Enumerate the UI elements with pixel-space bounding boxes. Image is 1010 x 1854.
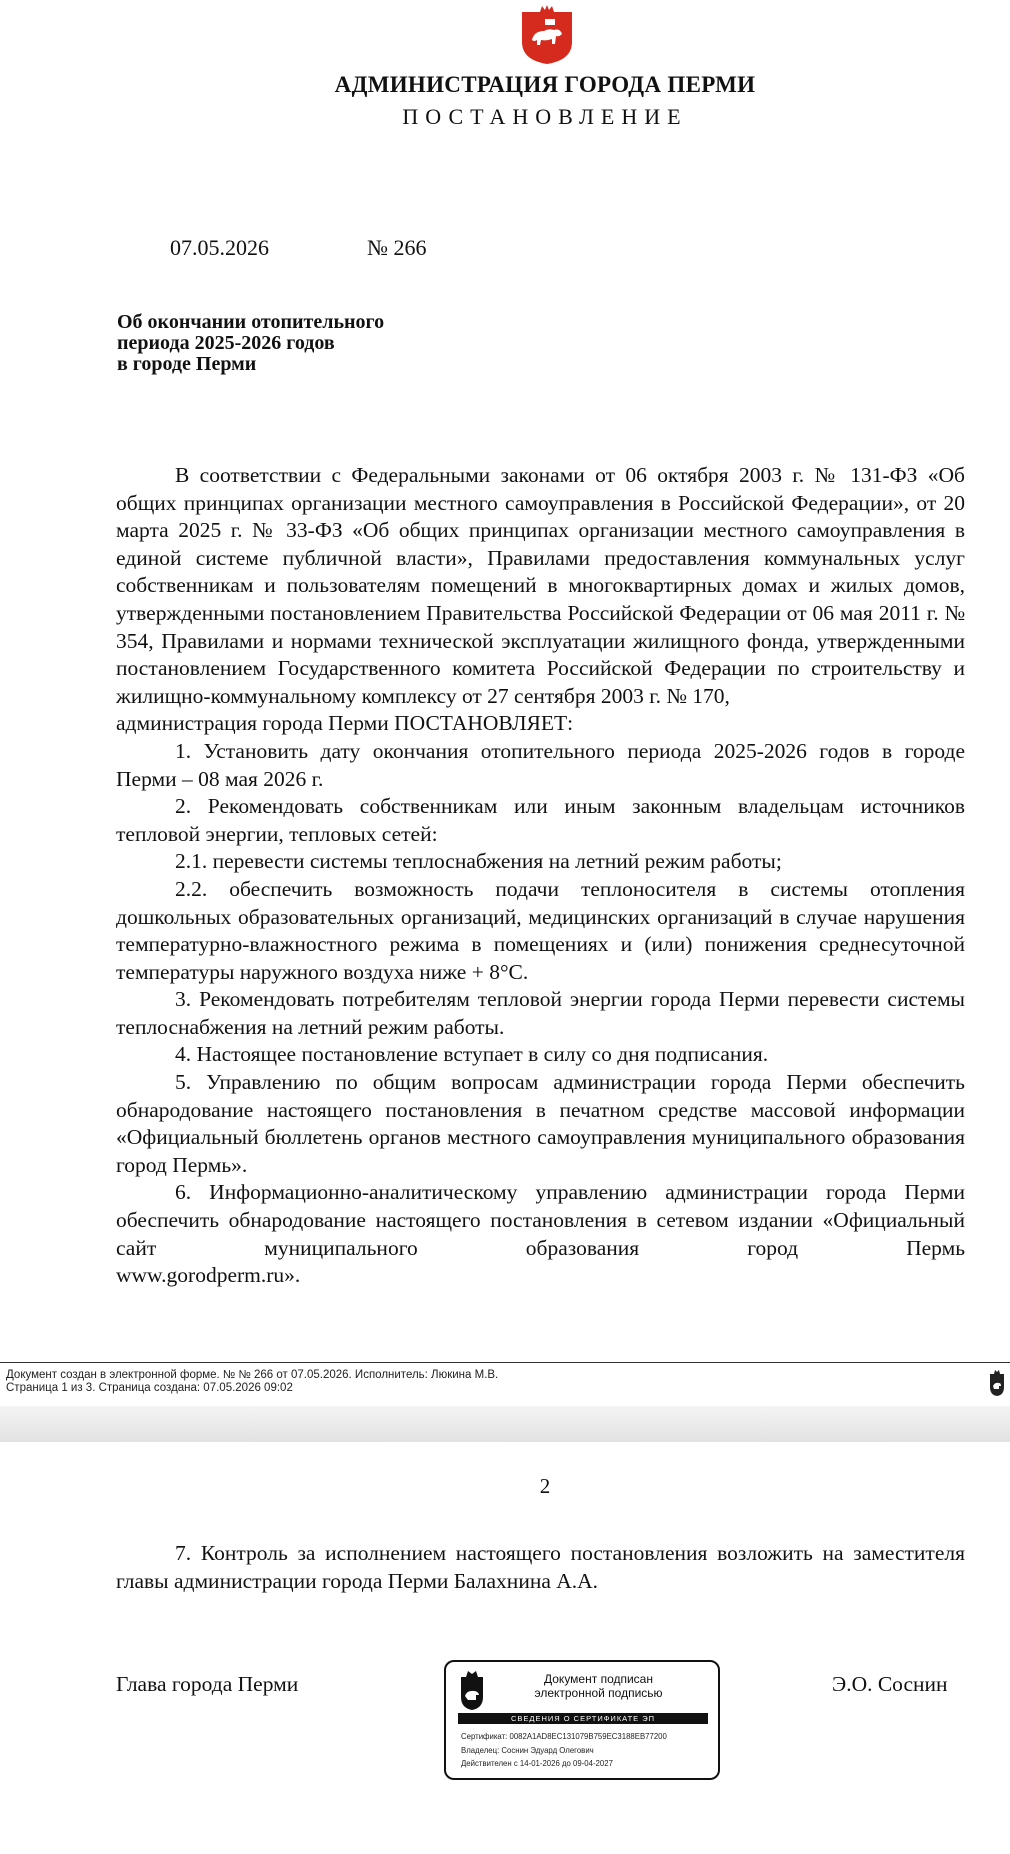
signatory-position: Глава города Перми	[116, 1672, 299, 1696]
stamp-certificate: Сертификат: 0082A1AD8EC131079B759EC3188EB77200	[461, 1732, 667, 1741]
item-4: 4. Настоящее постановление вступает в силу со дня подписания.	[175, 1042, 769, 1067]
stamp-validity: Действителен с 14-01-2026 до 09-04-2027	[461, 1759, 613, 1768]
footer-divider	[0, 1362, 1010, 1363]
page-2-body	[116, 1540, 965, 1595]
item-1: 1. Установить дату окончания отопительного периода 2025-2026 годов в городе Перми – 08 мая 2026 г.	[116, 738, 965, 791]
page-number: 2	[539, 1474, 551, 1498]
perm-coat-of-arms-icon	[520, 4, 574, 66]
signatory-name: Э.О. Соснин	[832, 1672, 948, 1696]
stamp-title	[496, 1672, 701, 1700]
item-6: 6. Информационно-аналитическому управлению администрации города Перми обеспечить обнародование настоящего постановления в сетевом издании «Официальный сайт муниципального образования город Пермь	[116, 1180, 965, 1260]
subject-line: периода 2025-2026 годов	[117, 332, 335, 354]
document-type: ПОСТАНОВЛЕНИЕ	[402, 104, 688, 129]
stamp-title-line: электронной подписью	[534, 1686, 663, 1700]
item-6-url: www.gorodperm.ru».	[116, 1263, 301, 1288]
stamp-details	[461, 1730, 667, 1771]
item-3: 3. Рекомендовать потребителям тепловой энергии города Перми перевести системы теплоснабжения на летний режим работы.	[116, 987, 965, 1039]
organization-title: АДМИНИСТРАЦИЯ ГОРОДА ПЕРМИ	[334, 72, 756, 97]
page-gap	[0, 1406, 1010, 1442]
electronic-signature-stamp	[444, 1660, 720, 1780]
perm-coat-of-arms-icon	[989, 1369, 1005, 1397]
document-subject	[117, 312, 384, 375]
stamp-certificate-header: СВЕДЕНИЯ О СЕРТИФИКАТЕ ЭП	[458, 1713, 708, 1724]
document-body	[116, 462, 965, 1290]
footer-line-2: Страница 1 из 3. Страница создана: 07.05.2026 09:02	[6, 1382, 293, 1394]
footer-line-1: Документ создан в электронной форме. № № 266 от 07.05.2026. Исполнитель: Люкина М.В.	[6, 1369, 499, 1381]
stamp-owner: Владелец: Соснин Эдуард Олегович	[461, 1745, 594, 1755]
subject-line: Об окончании отопительного	[117, 311, 385, 333]
item-2-2: 2.2. обеспечить возможность подачи теплоносителя в системы отопления дошкольных образовательных организаций, медицинских организаций в случае нарушения температурно-влажностного режима в помещениях и (или) понижения среднесуточной температуры наружного воздуха ниже + 8°С.	[116, 876, 965, 984]
page-footer	[6, 1369, 498, 1395]
item-7: 7. Контроль за исполнением настоящего постановления возложить на заместителя главы администрации города Перми Балахнина А.А.	[116, 1541, 965, 1593]
document-date: 07.05.2026	[170, 235, 269, 260]
item-2-1: 2.1. перевести системы теплоснабжения на летний режим работы;	[175, 849, 782, 874]
resolves-paragraph: администрация города Перми ПОСТАНОВЛЯЕТ:	[116, 711, 574, 736]
stamp-title-line: Документ подписан	[544, 1672, 653, 1686]
subject-line: в городе Перми	[117, 353, 257, 375]
item-5: 5. Управлению по общим вопросам администрации города Перми обеспечить обнародование настоящего постановления в печатном средстве массовой информации «Официальный бюллетень органов местного самоуправления муниципального образования город Пермь».	[116, 1070, 965, 1177]
document-number: № 266	[367, 235, 427, 260]
perm-coat-of-arms-icon	[459, 1669, 485, 1711]
preamble-paragraph: В соответствии с Федеральными законами от 06 октября 2003 г. № 131-ФЗ «Об общих принципах организации местного самоуправления в Российской Федерации», от 20 марта 2025 г. № 33-ФЗ «Об общих принципах организации местного самоуправления в единой системе публичной власти», Правилами предоставления коммунальных услуг собственникам и пользователям помещений в многоквартирных домах и жилых домов, утвержденными постановлением Правительства Российской Федерации от 06 мая 2011 г. № 354, Правилами и нормами технической эксплуатации жилищного фонда, утвержденными постановлением Государственного комитета Российской Федерации по строительству и жилищно-коммунальному комплексу от 27 сентября 2003 г. № 170,	[116, 463, 965, 708]
item-2: 2. Рекомендовать собственникам или иным законным владельцам источников тепловой энергии, тепловых сетей:	[116, 794, 965, 846]
